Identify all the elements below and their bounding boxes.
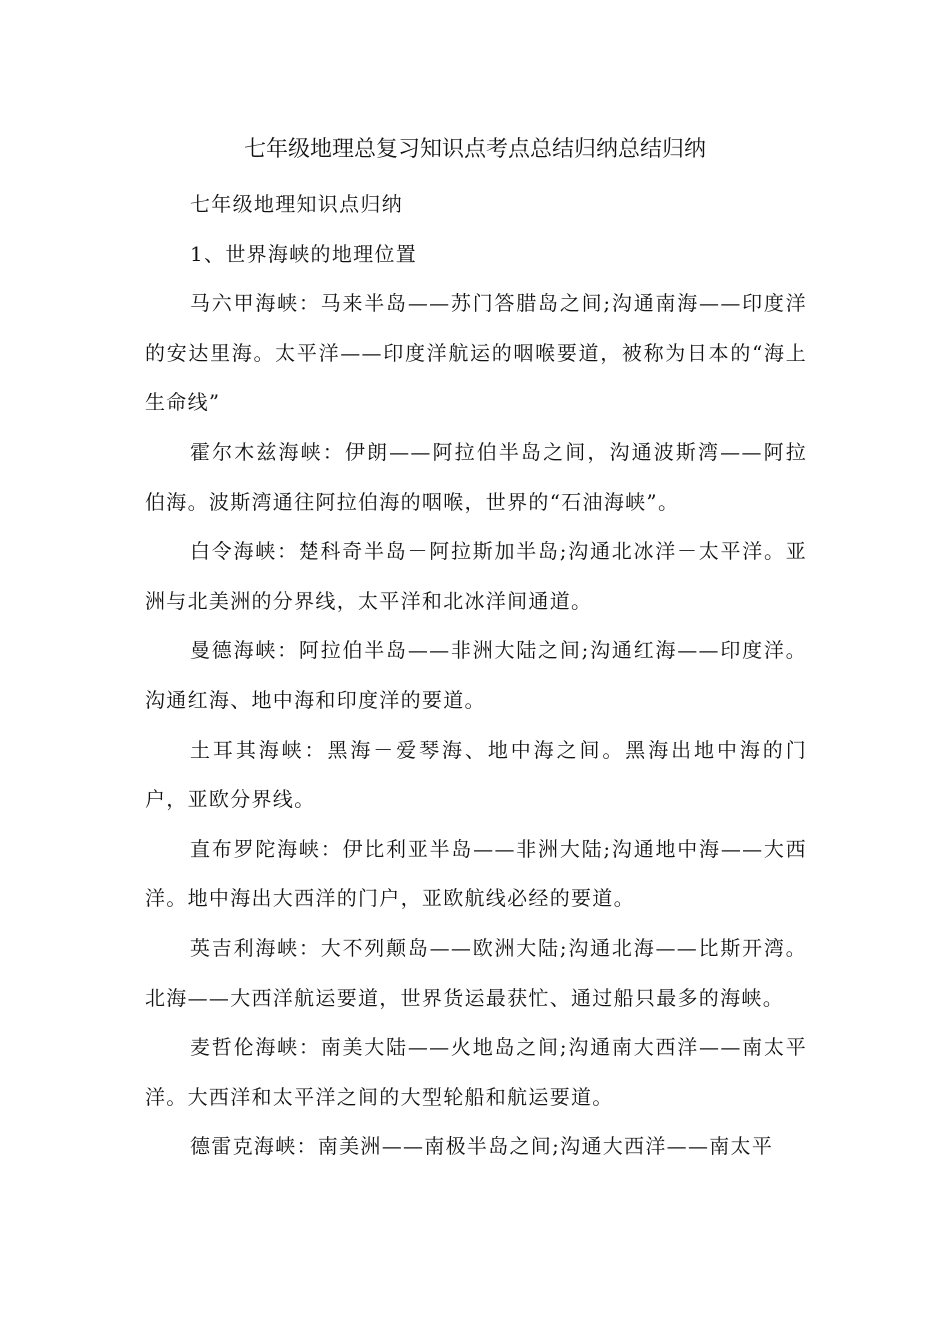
- subsection-heading: 1、世界海峡的地理位置: [190, 241, 418, 266]
- paragraph-hormuz-strait: 霍尔木兹海峡：伊朗——阿拉伯半岛之间，沟通波斯湾——阿拉伯海。波斯湾通往阿拉伯海的咽喉，世界的“石油海峡”。: [145, 439, 807, 514]
- document-body: [145, 180, 807, 1172]
- paragraph-bering-strait: 白令海峡：楚科奇半岛－阿拉斯加半岛;沟通北冰洋－太平洋。亚洲与北美洲的分界线，太平洋和北冰洋间通道。: [145, 539, 807, 613]
- paragraph-malacca-strait: 马六甲海峡：马来半岛——苏门答腊岛之间;沟通南海——印度洋的安达里海。太平洋——印度洋航运的咽喉要道，被称为日本的“海上生命线”: [145, 291, 807, 415]
- section-heading: 七年级地理知识点归纳: [190, 192, 403, 216]
- document-title: 七年级地理总复习知识点考点总结归纳总结归纳: [243, 137, 706, 162]
- paragraph-mandeb-strait: 曼德海峡：阿拉伯半岛——非洲大陆之间;沟通红海——印度洋。沟通红海、地中海和印度洋的要道。: [145, 638, 807, 712]
- paragraph-magellan-strait: 麦哲伦海峡：南美大陆——火地岛之间;沟通南大西洋——南太平洋。大西洋和太平洋之间的大型轮船和航运要道。: [145, 1035, 807, 1109]
- paragraph-gibraltar-strait: 直布罗陀海峡：伊比利亚半岛——非洲大陆;沟通地中海——大西洋。地中海出大西洋的门户，亚欧航线必经的要道。: [145, 836, 807, 911]
- paragraph-drake-passage: 德雷克海峡：南美洲——南极半岛之间;沟通大西洋——南太平: [190, 1134, 774, 1159]
- paragraph-turkish-straits: 土耳其海峡：黑海－爱琴海、地中海之间。黑海出地中海的门户，亚欧分界线。: [145, 737, 807, 812]
- paragraph-english-channel: 英吉利海峡：大不列颠岛——欧洲大陆;沟通北海——比斯开湾。北海——大西洋航运要道，世界货运最获忙、通过船只最多的海峡。: [145, 935, 807, 1010]
